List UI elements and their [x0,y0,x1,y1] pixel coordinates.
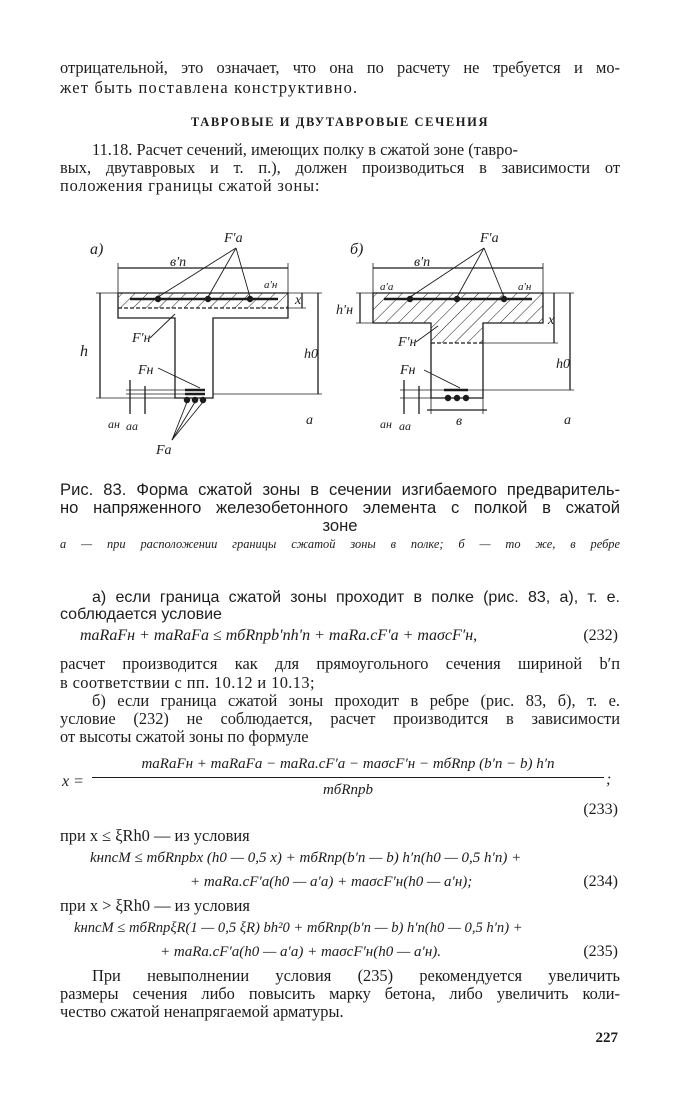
left-aa-label: аа [126,419,138,433]
case-a-line-1: а) если граница сжатой зоны проходит в полке (рис. 83, а), т. е. [92,589,620,606]
left-section-labels [80,231,318,458]
section-heading: ТАВРОВЫЕ И ДВУТАВРОВЫЕ СЕЧЕНИЯ [190,115,490,129]
formula-233-end: ; [606,771,612,788]
right-h0-label: h0 [556,357,570,372]
left-fa-bottom-label: Fа [156,443,172,458]
formula-235-line-1: kнncM ≤ mбRпрξR(1 — 0,5 ξR) bh²0 + mбRпр(b′п — b) h′п(h0 — 0,5 h′п) + [74,920,523,936]
formula-233-lhs: x = [62,773,84,790]
formula-233-fraction-bar [92,777,604,778]
eq-number-234: (234) [583,873,618,890]
left-h0-label: h0 [304,347,318,362]
case-a-line-2: соблюдается условие [60,606,222,623]
case-b-line-1: б) если граница сжатой зоны проходит в ребре (рис. 83, б), т. е. [92,691,620,710]
closing-line-3: чество сжатой ненапрягаемой арматуры. [60,1002,344,1021]
left-section [96,248,322,440]
formula-233-denominator: mбRпрb [322,782,374,798]
case-b-line-3: от высоты сжатой зоны по формуле [60,727,309,746]
formula-232: mаRаFн + mаRаFа ≤ mбRпрb′пh′п + mаRа.сF′а + mаσсF′н, [80,627,478,644]
para-11-18-line-2: вых, двутавровых и т. п.), должен производиться в зависимости от [60,158,620,177]
right-flange-width-label: в′п [414,255,431,270]
caption-line-3: зоне [322,516,358,535]
right-fh-label: Fн [400,363,416,378]
left-panel-label: а) [90,241,104,258]
formula-233-numerator: mаRаFн + mаRаFа − mаRа.сF′а − mаσсF′н − mбRпр (b′п − b) h′п [141,756,555,772]
left-a-prime-right-label: а′н [264,279,278,291]
right-aa-label: аа [399,419,411,433]
right-section [356,248,574,414]
left-flange-width-label: в′п [170,255,187,270]
right-fh-prime-label: F′н [398,335,417,350]
closing-line-2: размеры сечения либо повысить марку бетона, либо увеличить коли- [60,984,620,1003]
case-a-after-2: в соответствии с пп. 10.12 и 10.13; [60,673,315,692]
left-h-label: h [80,343,88,360]
para-number: 11.18. [92,140,133,159]
para-first-line-text: Расчет сечений, имеющих полку в сжатой зоне (тавро- [136,140,518,159]
closing-line-1: При невыполнении условия (235) рекомендуется увеличить [92,966,620,985]
left-fh-prime-label: F′н [132,331,151,346]
right-hh-label: h′н [336,303,354,318]
right-a-prime-left-label: а′а [380,281,394,293]
caption-line-2: но напряженного железобетонного элемента с полкой в сжатой [60,498,620,517]
page-number: 227 [595,1030,618,1046]
left-fh-label: Fн [138,363,154,378]
cond-234-intro: при x ≤ ξRh0 — из условия [60,826,250,845]
right-ah-label: ан [380,417,392,431]
left-fa-top-label: F′а [224,231,243,246]
right-a-prime-right-label: а′н [518,281,532,293]
right-panel-label: б) [350,241,364,258]
formula-234-line-1: kнncM ≤ mбRпрbx (h0 — 0,5 x) + mбRпр(b′п — b) h′п(h0 — 0,5 h′п) + [90,850,522,866]
formula-235-line-2: + mаRа.сF′а(h0 — a′а) + mаσсF′н(h0 — a′н). [160,944,442,960]
para-11-18-line-1 [60,140,620,160]
left-ah-label: ан [108,417,120,431]
figure-83 [70,218,630,468]
para-11-18-line-3: положения границы сжатой зоны: [60,176,321,195]
eq-number-232: (232) [583,627,618,644]
caption-line-1: Рис. 83. Форма сжатой зоны в сечении изгибаемого предваритель- [60,480,620,499]
intro-line-2: жет быть поставлена конструктивно. [60,78,359,97]
cond-235-intro: при x > ξRh0 — из условия [60,896,250,915]
formula-234-line-2: + mаRа.сF′а(h0 — a′а) + mаσсF′н(h0 — a′н); [190,874,473,890]
case-b-line-2: условие (232) не соблюдается, расчет производится в зависимости [60,709,620,728]
left-x-label: x [295,293,302,308]
case-a-after-1: расчет производится как для прямоугольного сечения шириной b′п [60,654,620,673]
right-fa-top-label: F′а [480,231,499,246]
right-b-label: в [456,414,463,429]
right-a-label: а [564,413,571,428]
right-x-label: x [548,313,555,328]
eq-number-233: (233) [583,801,618,818]
eq-number-235: (235) [583,943,618,960]
figure-legend: а — при расположении границы сжатой зоны в полке; б — то же, в ребре [60,537,620,551]
left-a-label: а [306,413,313,428]
intro-line-1: отрицательной, это означает, что она по расчету не требуется и мо- [60,58,620,77]
